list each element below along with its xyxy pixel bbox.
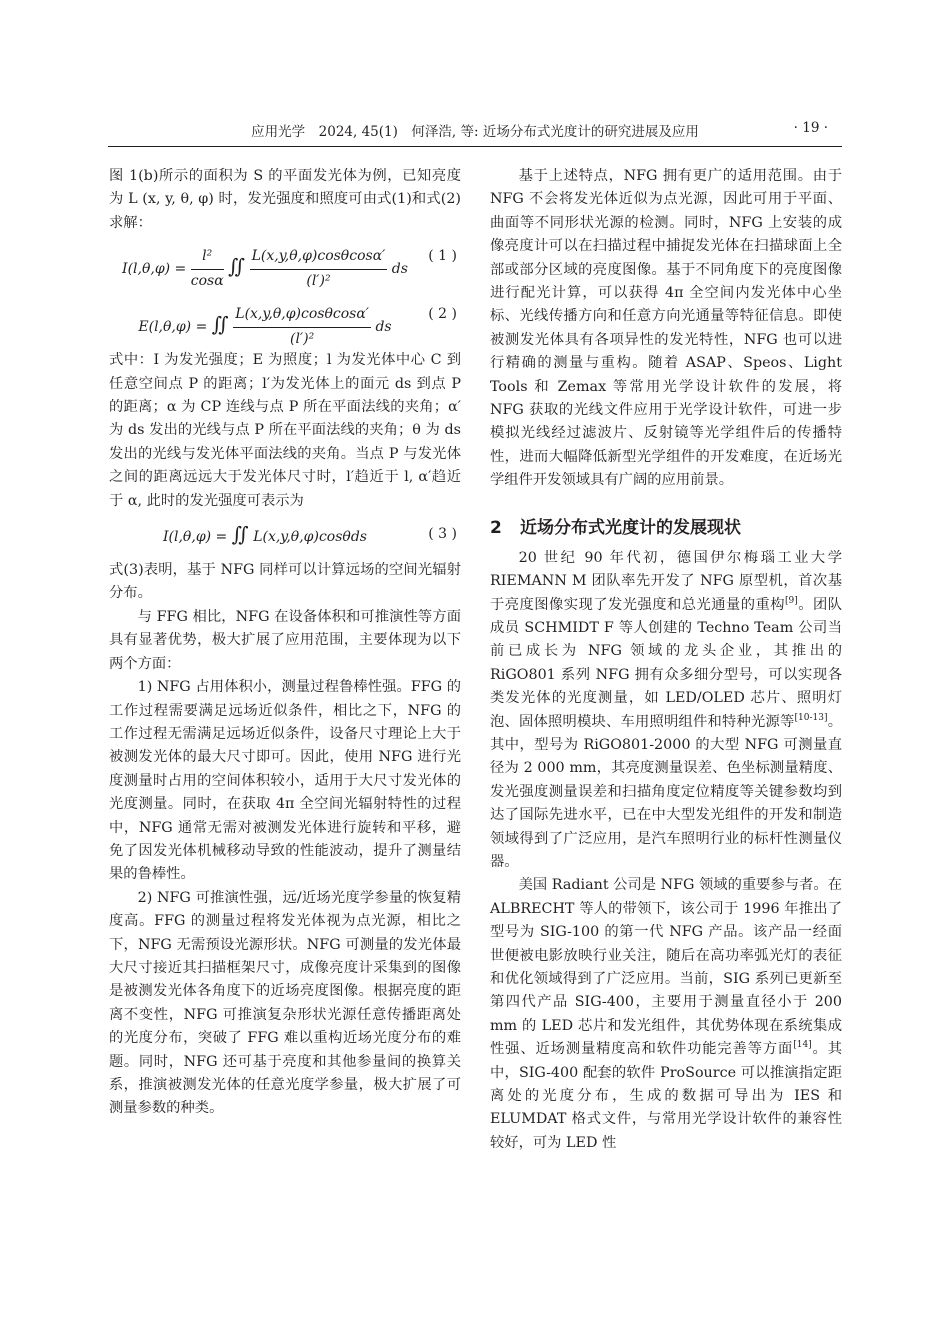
- section-number: 2: [490, 517, 502, 538]
- paragraph: 基于上述特点，NFG 拥有更广的适用范围。由于 NFG 不会将发光体近似为点光源，因此可用于平面、曲面等不同形状光源的检测。同时，NFG 上安装的成像亮度计可以在扫描过程中捕捉发光体在扫描球面上全部或部分区域的亮度图像。基于不同角度下的亮度图像进行配光计算，可以获得 4π 全空间内发光体中心坐标、光线传播方向和任意方向光通量等特征信息。即使被测发光体具有各项异性的发光特性，NFG 也可以进行精确的测量与重构。随着 ASAP、Speos、Light Tools 和 Zemax 等常用光学设计软件的发展，将 NFG 获取的光线文件应用于光学设计软件，可进一步模拟光线经过滤波片、反射镜等光学组件后的传播特性，进而大幅降低新型光学组件的开发难度，在近场光学组件开发领域具有广阔的应用前景。: [490, 168, 842, 489]
- equation-3: [109, 513, 461, 559]
- citation[interactable]: [10-13]: [794, 712, 828, 723]
- eq1-pre-numerator: l²: [191, 245, 224, 269]
- eq3-label: ( 3 ): [428, 526, 457, 543]
- citation[interactable]: [9]: [785, 595, 798, 606]
- eq2-numerator: L(x,y,θ,φ)cosθcosα′: [233, 303, 371, 327]
- text-run: 。其中，型号为 RiGO801-2000 的大型 NFG 可测量直径为 2 000 mm，其亮度测量误差、色坐标测量精度、发光强度测量误差和扫描角度定位精度等关键参数均到达了国际先进水平，已在中大型发光组件的开发和制造领域得到了广泛应用，是汽车照明行业的标杆性测量仪器。: [490, 713, 843, 870]
- paragraph: 2) NFG 可推演性强，远/近场光度学参量的恢复精度高。FFG 的测量过程将发光体视为点光源，相比之下，NFG 无需预设光源形状。NFG 可测量的发光体最大尺寸接近其扫描框架尺寸，成像亮度计采集到的图像是被测发光体各角度下的近场亮度图像。根据亮度的距离不变性，NFG 可推演复杂形状光源任意传播距离处的光度分布，突破了 FFG 难以重构近场光度分布的难题。同时，NFG 还可基于亮度和其他参量间的换算关系，推演被测发光体的任意光度学参量，极大扩展了可测量参数的种类。: [109, 889, 461, 1117]
- paragraph: 式中：I 为发光强度；E 为照度；l 为发光体中心 C 到任意空间点 P 的距离；l′为发光体上的面元 ds 到点 P 的距离；α 为 CP 连线与点 P 所在平面法线的夹角；α′为 ds 发出的光线与点 P 所在平面法线的夹角；θ 为 ds 发出的光线与发光体平面法线的夹角。当点 P 与发光体之间的距离远远大于发光体尺寸时，l′趋近于 l, α′趋近于 α, 此时的发光强度可表示为: [109, 352, 461, 509]
- header-rule: [108, 146, 842, 147]
- eq2-lhs: E(l,θ,φ) =: [138, 319, 208, 336]
- text-run: 20 世纪 90 年代初，德国伊尔梅瑙工业大学 RIEMANN M 团队率先开发了 NFG 原型机，首次基于亮度图像实现了发光强度和总光通量的重构: [490, 549, 842, 613]
- paragraph: [490, 547, 842, 875]
- eq1-label: ( 1 ): [428, 248, 457, 265]
- right-column: [490, 165, 842, 1155]
- paragraph: [490, 874, 842, 1155]
- eq1-tail: ds: [391, 261, 408, 278]
- page-number: · 19 ·: [793, 120, 828, 136]
- equation-2: [109, 293, 461, 349]
- paragraph: 1) NFG 占用体积小，测量过程鲁棒性强。FFG 的工作过程需要满足远场近似条件，相比之下，NFG 的工作过程无需满足远场近似条件，设备尺寸理论上大于被测发光体的最大尺寸即可。因此，使用 NFG 进行光度测量时占用的空间体积较小，适用于大尺寸发光体的光度测量。同时，在获取 4π 全空间光辐射特性的过程中，NFG 通常无需对被测发光体进行旋转和平移，避免了因发光体机械移动导致的性能波动，提升了测量结果的鲁棒性。: [109, 679, 461, 883]
- eq2-integral: ∬: [211, 312, 229, 337]
- eq2-label: ( 2 ): [428, 306, 457, 323]
- eq2-denominator: (l′)²: [290, 330, 315, 347]
- equation-1: [109, 235, 461, 293]
- left-column: [109, 165, 461, 1121]
- eq2-tail: ds: [375, 319, 392, 336]
- paragraph: 式(3)表明，基于 NFG 同样可以计算远场的空间光辐射分布。: [109, 562, 461, 602]
- eq1-lhs: I(l,θ,φ) =: [122, 261, 187, 278]
- running-header: [108, 120, 842, 142]
- text-run: 。团队成员 SCHMIDT F 等人创建的 Techno Team 公司当前已成长为 NFG 领域的龙头企业，其推出的 RiGO801 系列 NFG 拥有众多细分型号，可以实现各类发光体的光度测量，如 LED/OLED 芯片、照明灯泡、固体照明模块、车用照明组件和特种光源等: [490, 596, 842, 730]
- paragraph: 图 1(b)所示的面积为 S 的平面发光体为例，已知亮度为 L (x, y, θ, φ) 时，发光强度和照度可由式(1)和式(2)求解：: [109, 168, 461, 231]
- citation[interactable]: [14]: [793, 1040, 812, 1051]
- section-title: 近场分布式光度计的发展现状: [520, 517, 741, 538]
- eq3-integral: ∬: [231, 522, 249, 547]
- paragraph: 与 FFG 相比，NFG 在设备体积和可推演性等方面具有显著优势，极大扩展了应用范围，主要体现为以下两个方面：: [109, 608, 461, 672]
- eq1-fraction: [250, 245, 388, 293]
- eq1-denominator: (l′)²: [306, 272, 331, 289]
- eq1-prefactor: [191, 245, 224, 293]
- eq3-lhs: I(l,θ,φ) =: [163, 529, 228, 546]
- section-heading: [490, 515, 842, 541]
- eq1-numerator: L(x,y,θ,φ)cosθcosα′: [250, 245, 388, 269]
- eq2-fraction: [233, 303, 371, 351]
- header-text: 应用光学 2024, 45(1) 何泽浩, 等: 近场分布式光度计的研究进展及应用: [251, 124, 699, 140]
- eq3-body: L(x,y,θ,φ)cosθds: [253, 529, 367, 546]
- eq1-pre-denominator: cosα: [190, 272, 224, 289]
- text-run: 。其中，SIG-400 配套的软件 ProSource 可以推演指定距离处的光度分布，生成的数据可导出为 IES 和 ELUMDAT 格式文件，与常用光学设计软件的兼容性较好，可为 LED 性: [490, 1041, 843, 1151]
- eq1-integral: ∬: [228, 254, 246, 279]
- text-run: 美国 Radiant 公司是 NFG 领域的重要参与者。在 ALBRECHT 等人的带领下，该公司于 1996 年推出了型号为 SIG-100 的第一代 NFG 产品。该产品一经面世便被电影放映行业关注，随后在高功率弧光灯的表征和优化领域得到了广泛应用。当前，SIG 系列已更新至第四代产品 SIG-400，主要用于测量直径小于 200 mm 的 LED 芯片和发光组件，其优势体现在系统集成性强、近场测量精度高和软件功能完善等方面: [490, 877, 842, 1058]
